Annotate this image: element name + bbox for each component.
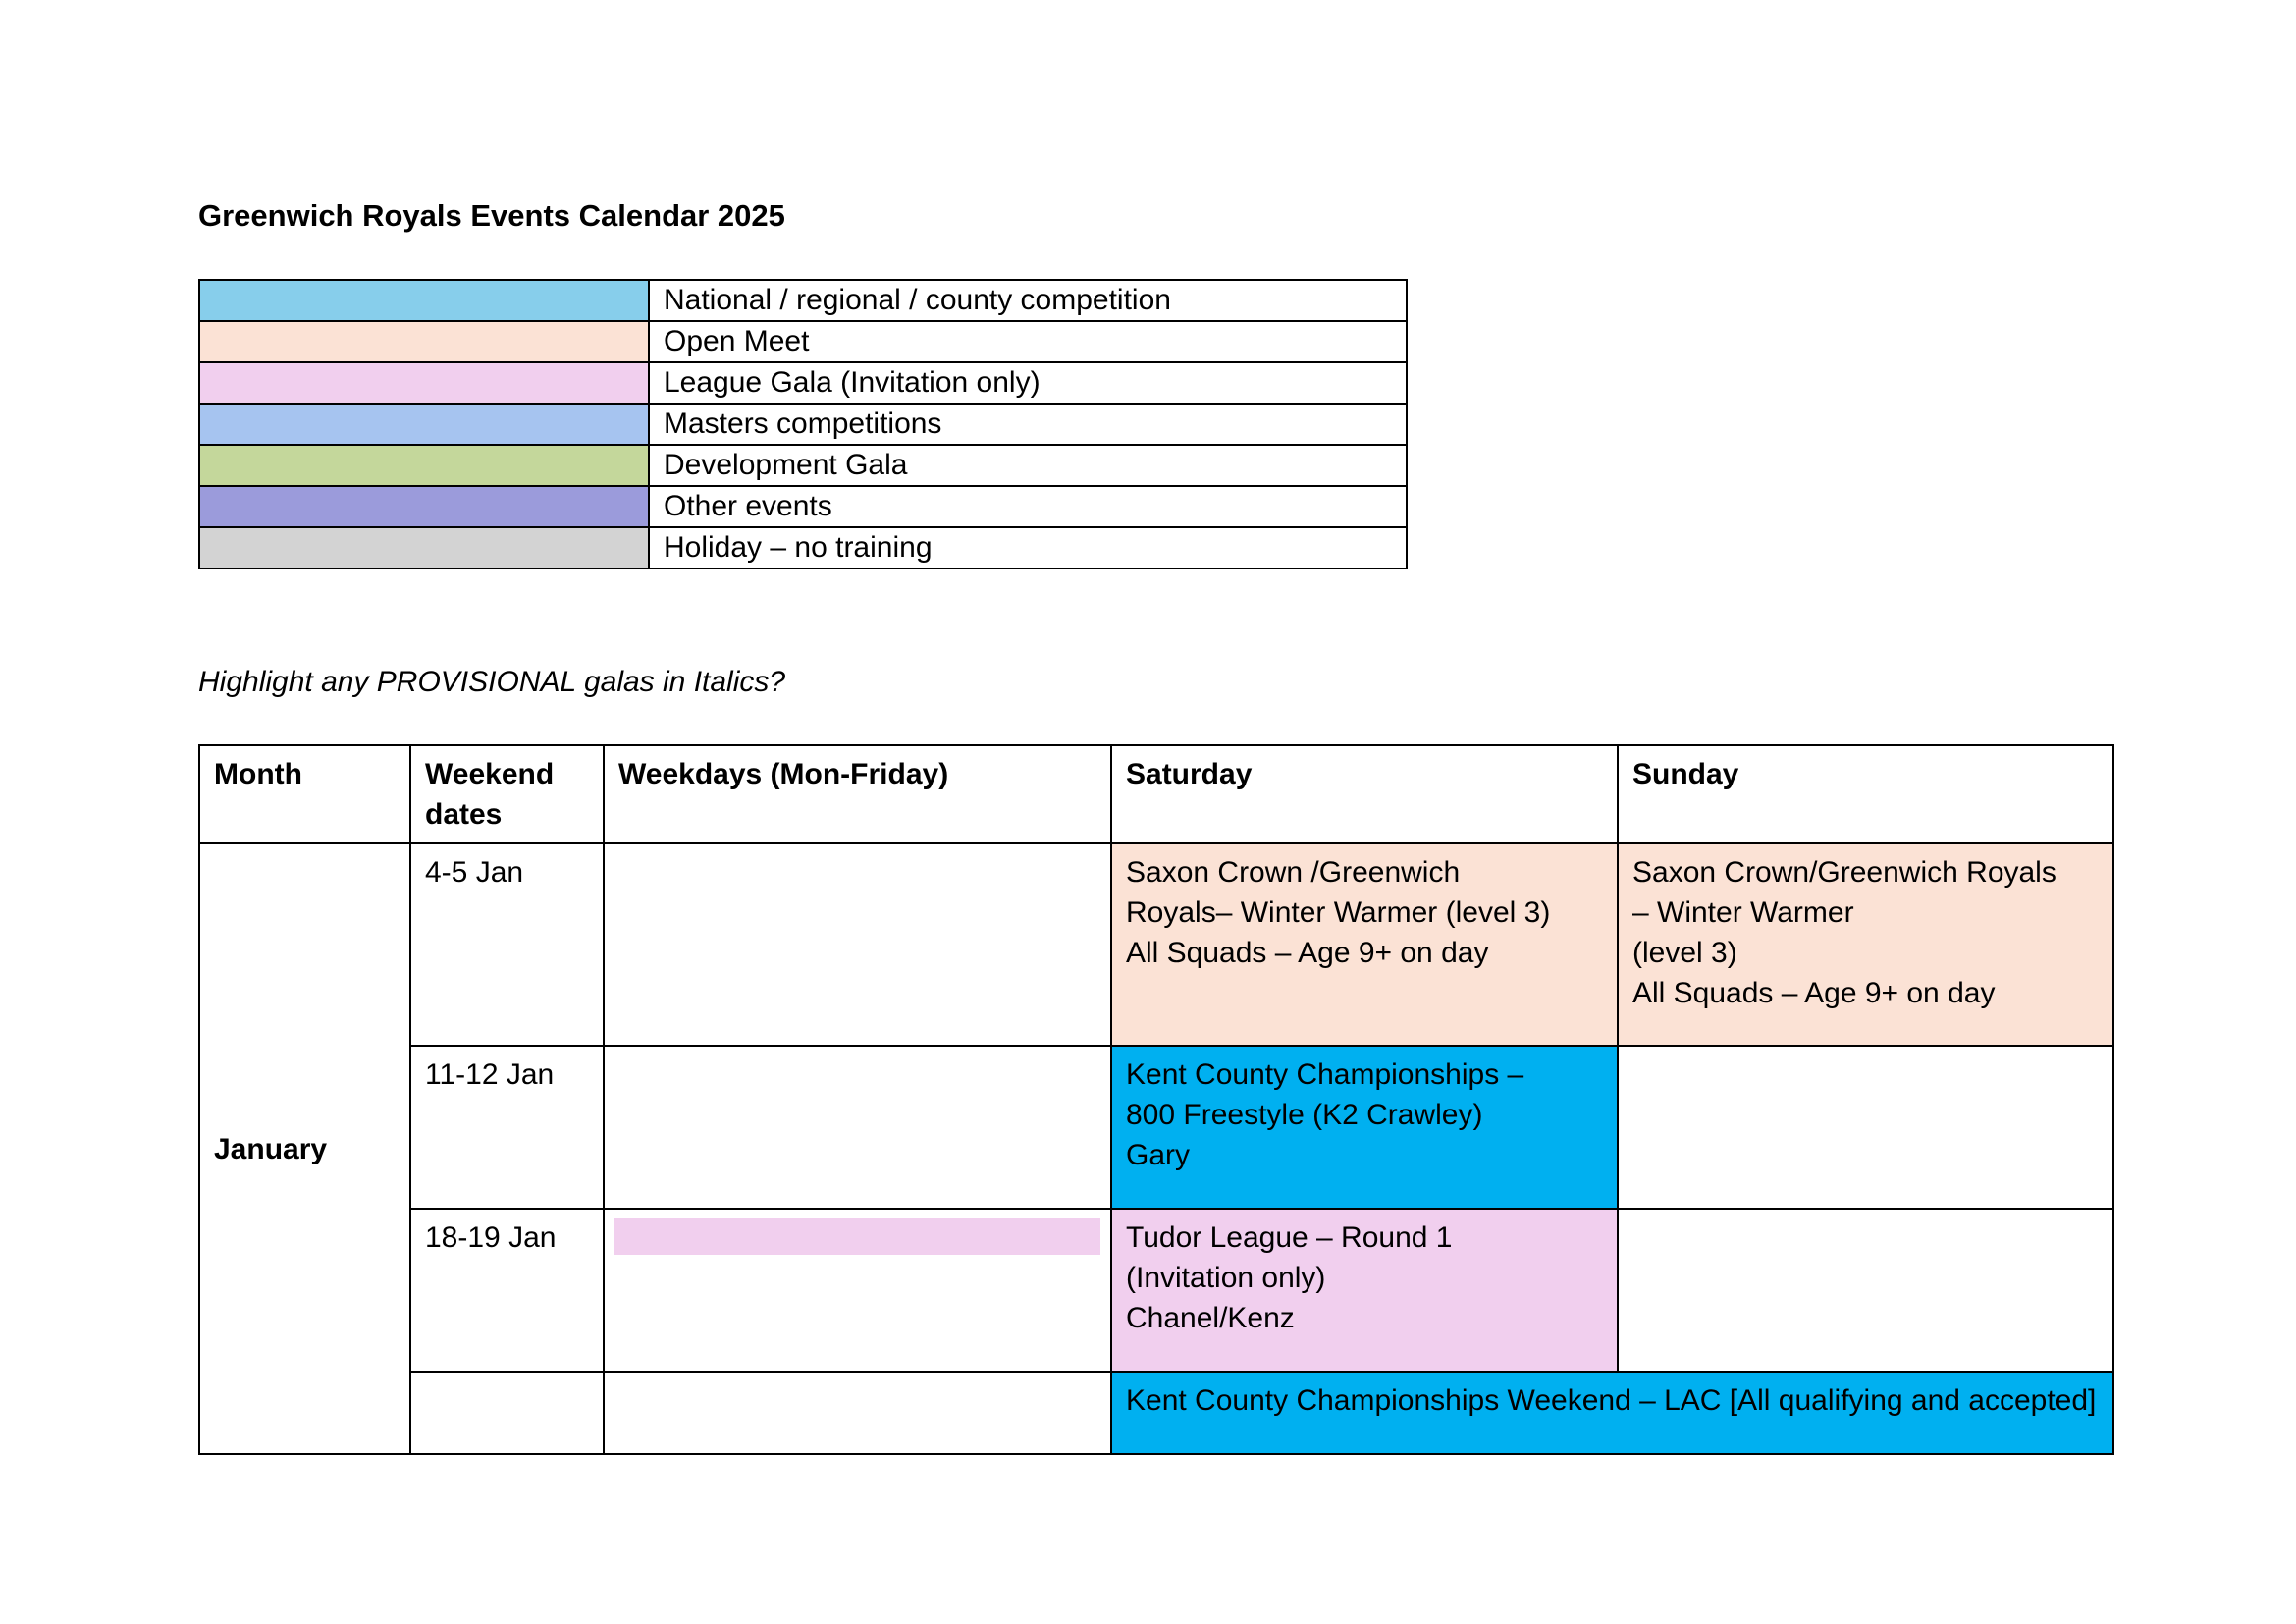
event-line: (level 3) xyxy=(1632,937,1737,969)
legend-label: Masters competitions xyxy=(649,404,1407,445)
legend-label: League Gala (Invitation only) xyxy=(649,362,1407,404)
legend-label: Holiday – no training xyxy=(649,527,1407,568)
saturday-event-cell xyxy=(1111,1209,1618,1372)
weekend-dates-cell: 11-12 Jan xyxy=(410,1046,604,1209)
legend-row xyxy=(199,321,1407,362)
weekdays-cell xyxy=(604,1209,1111,1372)
events-calendar-table xyxy=(198,744,2114,1455)
legend-color-swatch xyxy=(199,404,649,445)
legend-label: Other events xyxy=(649,486,1407,527)
event-line: Kent County Championships – xyxy=(1126,1058,1524,1091)
legend-color-swatch xyxy=(199,527,649,568)
legend-label: National / regional / county competition xyxy=(649,280,1407,321)
event-line: (Invitation only) xyxy=(1126,1262,1326,1294)
weekend-dates-cell xyxy=(410,1372,604,1454)
legend-label: Development Gala xyxy=(649,445,1407,486)
weekend-event-cell: Kent County Championships Weekend – LAC [All qualifying and accepted] xyxy=(1111,1372,2113,1454)
event-line: 800 Freestyle (K2 Crawley) xyxy=(1126,1099,1483,1131)
legend-row xyxy=(199,404,1407,445)
sunday-event-cell xyxy=(1618,1046,2113,1209)
legend-color-swatch xyxy=(199,362,649,404)
month-cell: January xyxy=(199,843,410,1454)
weekdays-cell xyxy=(604,1046,1111,1209)
saturday-event-cell xyxy=(1111,843,1618,1046)
header-weekdays: Weekdays (Mon-Friday) xyxy=(604,745,1111,843)
header-month: Month xyxy=(199,745,410,843)
event-line: Tudor League – Round 1 xyxy=(1126,1221,1453,1254)
provisional-note: Highlight any PROVISIONAL galas in Italics? xyxy=(198,666,786,698)
legend-row xyxy=(199,527,1407,568)
weekdays-cell xyxy=(604,1372,1111,1454)
event-line: Royals– Winter Warmer (level 3) xyxy=(1126,896,1551,929)
header-saturday: Saturday xyxy=(1111,745,1618,843)
legend-row xyxy=(199,362,1407,404)
header-sunday: Sunday xyxy=(1618,745,2113,843)
event-line: Saxon Crown/Greenwich Royals xyxy=(1632,856,2056,889)
legend-row xyxy=(199,486,1407,527)
sunday-event-cell xyxy=(1618,1209,2113,1372)
saturday-event-cell xyxy=(1111,1046,1618,1209)
legend-color-swatch xyxy=(199,280,649,321)
calendar-header-row xyxy=(199,745,2113,843)
table-row xyxy=(199,1372,2113,1454)
weekdays-cell xyxy=(604,843,1111,1046)
table-row xyxy=(199,1046,2113,1209)
legend-color-swatch xyxy=(199,445,649,486)
legend-row xyxy=(199,280,1407,321)
legend-color-swatch xyxy=(199,321,649,362)
page-title: Greenwich Royals Events Calendar 2025 xyxy=(198,198,785,233)
sunday-event-cell xyxy=(1618,843,2113,1046)
weekend-dates-cell: 4-5 Jan xyxy=(410,843,604,1046)
weekend-dates-cell: 18-19 Jan xyxy=(410,1209,604,1372)
table-row xyxy=(199,1209,2113,1372)
event-line: All Squads – Age 9+ on day xyxy=(1126,937,1489,969)
legend-row xyxy=(199,445,1407,486)
header-weekend-dates: Weekend dates xyxy=(410,745,604,843)
table-row xyxy=(199,843,2113,1046)
weekday-league-gala-highlight xyxy=(614,1218,1100,1255)
event-line: Gary xyxy=(1126,1139,1191,1171)
legend-color-swatch xyxy=(199,486,649,527)
event-line: All Squads – Age 9+ on day xyxy=(1632,977,1996,1009)
event-line: – Winter Warmer xyxy=(1632,896,1854,929)
legend-label: Open Meet xyxy=(649,321,1407,362)
event-line: Saxon Crown /Greenwich xyxy=(1126,856,1461,889)
legend-table xyxy=(198,279,1408,569)
event-line: Chanel/Kenz xyxy=(1126,1302,1295,1334)
